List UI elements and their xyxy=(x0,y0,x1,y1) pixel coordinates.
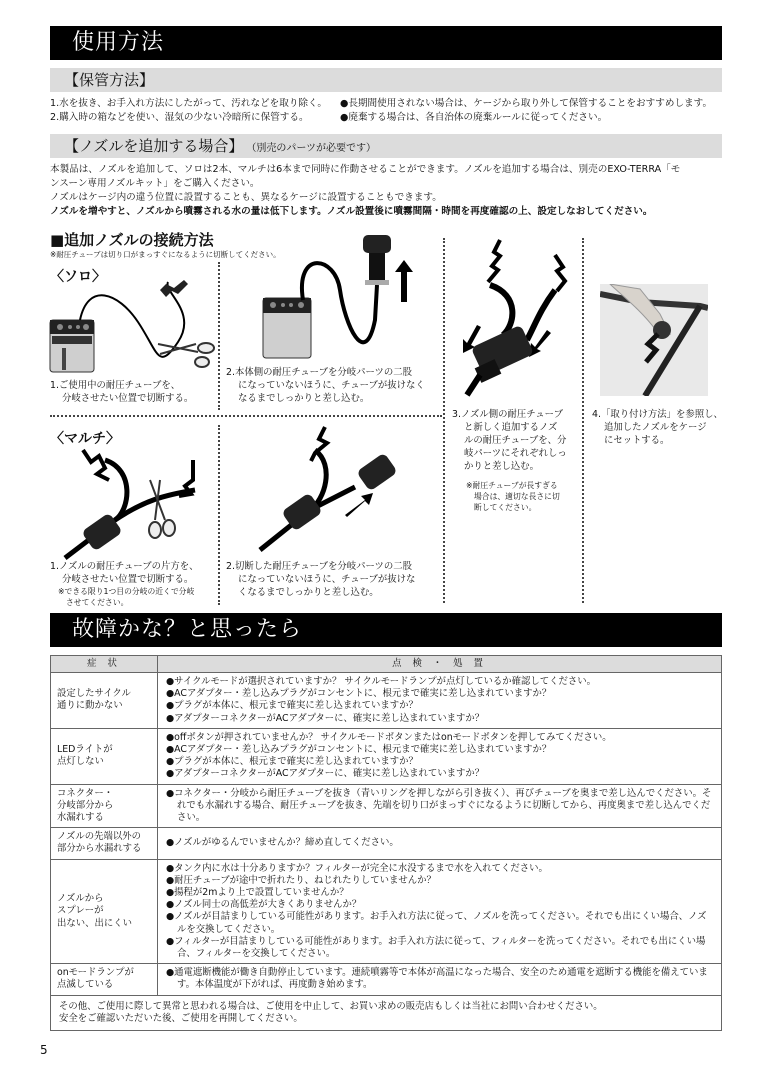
multi-connect-illustration xyxy=(255,425,435,555)
solo-step-2-line-3: なるまでしっかりと差し込む。 xyxy=(238,393,370,404)
action-cell xyxy=(158,784,722,828)
solo-label: 〈ソロ〉 xyxy=(50,269,106,285)
arrow-up-right-icon xyxy=(345,493,373,517)
action-item: ●ノズルがゆるんでいませんか？締め直してください。 xyxy=(166,837,399,849)
step-3-line-1: 3.ノズル側の耐圧チューブ xyxy=(452,409,563,420)
column-header-action: 点 検 ・ 処 置 xyxy=(158,656,722,673)
divider-multi xyxy=(218,425,220,605)
troubleshooting-title: 故障かな？と思ったら xyxy=(50,613,722,647)
add-nozzle-heading-text: 【ノズルを追加する場合】 xyxy=(64,137,244,155)
action-item: ●アダプターコネクターがACアダプターに、確実に差し込まれていますか？ xyxy=(166,768,485,780)
symptom-text: LEDライトが xyxy=(57,744,113,756)
add-nozzle-heading xyxy=(50,134,722,158)
step-3-note xyxy=(466,480,560,513)
action-cell xyxy=(158,964,722,995)
nozzle-icon xyxy=(83,450,109,480)
step-3-note-line-3: 断してください。 xyxy=(474,503,537,512)
multi-step-1-note-line-1: ※できる限り1つ目の分岐の近くで分岐 xyxy=(58,587,195,596)
action-item: ●フィルターが目詰まりしている可能性があります。お手入れ方法に従って、フィルターを洗ってください。それでも出にくい場合、フィルターを交換してください。 xyxy=(166,935,706,960)
symptom-text: 設定したサイクル xyxy=(57,688,131,700)
add-nozzle-note: （別売のパーツが必要です） xyxy=(251,143,377,154)
add-nozzle-para-1: 本製品は、ノズルを追加して、ソロは2本、マルチは6本まで同時に作動させることができます。ノズルを追加する場合は、別売のEXO-TERRA「モ xyxy=(50,164,681,175)
column-header-symptom: 症 状 xyxy=(51,656,158,673)
add-nozzle-warning: ノズルを増やすと、ノズルから噴霧される水の量は低下します。ノズル設置後に噴霧間隔・時間を再度確認の上、設定しなおしてください。 xyxy=(50,206,653,217)
divider-solo xyxy=(218,262,220,410)
solo-step-2-line-1: 2.本体側の耐圧チューブを分岐パーツの二股 xyxy=(226,367,412,378)
connection-note: ※耐圧チューブは切り口がまっすぐになるように切断してください。 xyxy=(50,250,281,259)
multi-step-1-line-1: 1.ノズルの耐圧チューブの片方を、 xyxy=(50,561,199,572)
action-item: ●アダプターコネクターがACアダプターに、確実に差し込まれていますか？ xyxy=(166,712,485,724)
step-4 xyxy=(592,408,723,447)
action-item: ●コネクター・分岐から耐圧チューブを抜き（青いリングを押しながら引き抜く）、再びチューブを奥まで差し込んでください。それでも水漏れする場合、耐圧チューブを抜き、先端を切り口がまっすぐになるように切断してから、再度奥まで差し込んでください。 xyxy=(166,787,712,824)
symptom-text: ノズルから xyxy=(57,893,104,905)
symptom-text: 点灯しない xyxy=(57,756,104,768)
action-item: ●ACアダプター・差し込みプラグがコンセントに、根元まで確実に差し込まれていますか？ xyxy=(166,688,552,700)
splitter-icon xyxy=(363,235,391,285)
page-number: 5 xyxy=(40,1043,48,1057)
symptom-cell xyxy=(51,964,158,995)
symptom-cell xyxy=(51,728,158,784)
storage-item-2: 2.購入時の箱などを使い、湿気の少ない冷暗所に保管する。 xyxy=(50,112,309,123)
symptom-cell xyxy=(51,828,158,859)
table-row xyxy=(51,859,722,964)
step4-photo xyxy=(600,284,708,396)
step-3 xyxy=(452,408,567,473)
step-4-line-2: 追加したノズルをケージ xyxy=(604,422,707,433)
connection-heading: ■追加ノズルの接続方法 xyxy=(50,231,214,249)
step-4-line-3: にセットする。 xyxy=(604,435,670,446)
action-cell xyxy=(158,728,722,784)
multi-step-1 xyxy=(50,560,198,586)
storage-heading xyxy=(50,68,722,92)
multi-step-2-line-1: 2.切断した耐圧チューブを分岐パーツの二股 xyxy=(226,561,412,572)
add-nozzle-para-3: ノズルはケージ内の違う位置に設置することも、異なるケージに設置することもできます。 xyxy=(50,192,442,203)
solo-connect-illustration xyxy=(225,230,435,365)
divider-step3 xyxy=(443,238,445,603)
nozzle-icon xyxy=(555,255,565,291)
symptom-text: スプレーが xyxy=(57,905,104,917)
table-row xyxy=(51,673,722,729)
step-3-line-5: かりと差し込む。 xyxy=(464,461,540,472)
multi-step-2-line-3: くなるまでしっかりと差し込む。 xyxy=(238,587,379,598)
table-row xyxy=(51,964,722,995)
solo-cut-illustration xyxy=(48,262,218,377)
nozzle-icon xyxy=(488,240,500,282)
multi-label: 〈マルチ〉 xyxy=(50,431,120,447)
step-3-line-3: ルの耐圧チューブを、分 xyxy=(464,435,567,446)
splitter-icon xyxy=(471,325,534,383)
step-3-line-2: と新しく追加するノズ xyxy=(464,422,558,433)
action-item: ●offボタンが押されていませんか？ サイクルモードボタンまたはonモードボタンを押してみてください。 xyxy=(166,731,612,743)
multi-cut-illustration xyxy=(55,440,215,560)
divider-solo-multi xyxy=(50,415,442,417)
mister-unit-icon xyxy=(263,298,311,358)
solo-step-1-line-2: 分岐させたい位置で切断する。 xyxy=(62,393,194,404)
multi-step-2 xyxy=(226,560,415,599)
action-item: ●ノズル同士の高低差が大きくありませんか？ xyxy=(166,899,362,911)
arrow-up-icon xyxy=(395,260,413,302)
mister-unit-icon xyxy=(50,320,94,372)
storage-note-2: ●廃棄する場合は、各自治体の廃棄ルールに従ってください。 xyxy=(340,112,608,123)
troubleshooting-table xyxy=(50,655,722,1031)
table-row xyxy=(51,728,722,784)
symptom-cell xyxy=(51,673,158,729)
solo-step-1 xyxy=(50,379,193,405)
symptom-cell xyxy=(51,859,158,964)
action-item: ●サイクルモードが選択されていますか？ サイクルモードランプが点灯しているか確認してください。 xyxy=(166,676,597,687)
nozzle-icon xyxy=(160,280,188,297)
storage-heading-text: 【保管方法】 xyxy=(64,71,155,89)
table-footer-row xyxy=(51,995,722,1030)
storage-item-1: 1.水を抜き、お手入れ方法にしたがって、汚れなどを取り除く。 xyxy=(50,98,328,109)
solo-step-2-line-2: になっていないほうに、チューブが抜けなく xyxy=(238,380,425,391)
action-item: ●耐圧チューブが途中で折れたり、ねじれたりしていませんか？ xyxy=(166,874,436,886)
symptom-text: 分岐部分から xyxy=(57,799,114,811)
solo-step-2 xyxy=(226,366,425,405)
multi-step-1-line-2: 分岐させたい位置で切断する。 xyxy=(62,574,194,585)
symptom-text: 部分から水漏れする xyxy=(57,843,142,855)
action-item: ●タンク内に水は十分ありますか？フィルターが完全に水没するまで水を入れてください。 xyxy=(166,862,548,874)
action-item: ●揚程が2mより上で設置していませんか？ xyxy=(166,887,349,899)
action-cell xyxy=(158,859,722,964)
symptom-text: onモードランプが xyxy=(57,967,134,979)
symptom-text: 出ない、出にくい xyxy=(57,917,133,929)
add-nozzle-para-2: ンスーン専用ノズルキット」をご購入ください。 xyxy=(50,178,260,189)
storage-note-1: ●長期間使用されない場合は、ケージから取り外して保管することをおすすめします。 xyxy=(340,98,713,109)
solo-step-1-line-1: 1.ご使用中の耐圧チューブを、 xyxy=(50,380,181,391)
usage-title: 使用方法 xyxy=(50,26,722,60)
step3-illustration xyxy=(455,235,580,400)
symptom-text: 水漏れする xyxy=(57,812,104,824)
splitter-icon xyxy=(356,452,398,491)
action-item: ●通電遮断機能が働き自動停止しています。連続噴霧等で本体が高温になった場合、安全のため通電を遮断する機能を備えています。本体温度が下がれば、再度動き始めます。 xyxy=(166,967,708,991)
footer-text: 安全をご確認いただいた後、ご使用を再開してください。 xyxy=(59,1012,303,1024)
scissors-icon xyxy=(149,480,175,538)
action-cell xyxy=(158,673,722,729)
action-item: ●プラグが本体に、根元まで確実に差し込まれていますか？ xyxy=(166,700,418,712)
symptom-text: 点滅している xyxy=(57,979,114,991)
multi-step-2-line-2: になっていないほうに、チューブが抜けな xyxy=(238,574,416,585)
action-cell xyxy=(158,828,722,859)
symptom-text: ノズルの先端以外の xyxy=(57,831,142,843)
table-row xyxy=(51,828,722,859)
step-3-line-4: 岐パーツにそれぞれしっ xyxy=(464,448,567,459)
multi-step-1-note xyxy=(58,586,194,608)
symptom-text: 通りに動かない xyxy=(57,700,123,712)
footer-text: その他、ご使用に際して異常と思われる場合は、ご使用を中止して、お買い求めの販売店もしくは当社にお問い合わせください。 xyxy=(59,1000,603,1012)
divider-step4 xyxy=(582,238,584,603)
step-3-note-line-1: ※耐圧チューブが長すぎる xyxy=(466,481,558,490)
action-item: ●プラグが本体に、根元まで確実に差し込まれていますか？ xyxy=(166,756,418,768)
footer-cell xyxy=(51,995,722,1030)
action-item: ●ノズルが目詰まりしている可能性があります。お手入れ方法に従って、ノズルを洗ってください。それでも出にくい場合、ノズルを交換してください。 xyxy=(166,911,707,935)
step-4-line-1: 4.「取り付け方法」を参照し、 xyxy=(592,409,723,420)
symptom-cell xyxy=(51,784,158,828)
table-row xyxy=(51,784,722,828)
table-header-row xyxy=(51,656,722,673)
step-3-note-line-2: 場合は、適切な長さに切 xyxy=(474,492,560,501)
multi-step-1-note-line-2: させてください。 xyxy=(66,598,129,607)
symptom-text: コネクター・ xyxy=(57,787,114,799)
action-item: ●ACアダプター・差し込みプラグがコンセントに、根元まで確実に差し込まれていますか？ xyxy=(166,744,552,756)
